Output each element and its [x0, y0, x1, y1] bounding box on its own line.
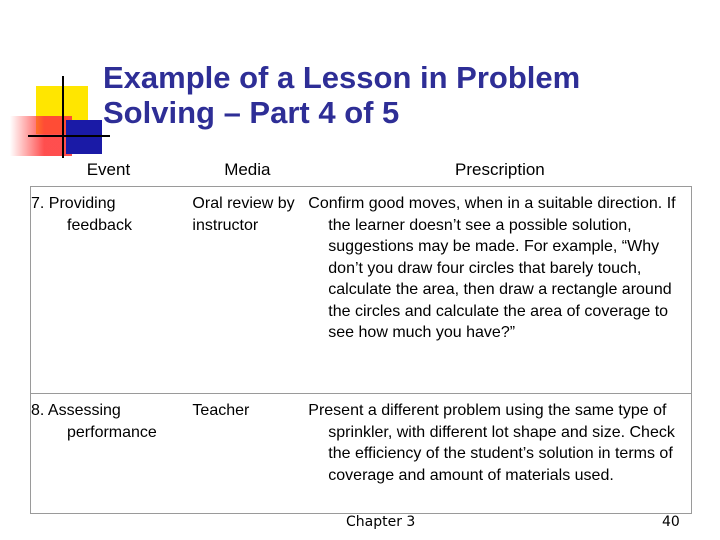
decorative-blue-block — [66, 120, 102, 154]
decorative-vertical-line — [62, 76, 64, 158]
media-cell: Oral review by instructor — [186, 187, 308, 394]
slide-title — [103, 60, 663, 130]
media-cell: Teacher — [186, 394, 308, 514]
lesson-table — [30, 154, 692, 514]
decorative-horizontal-line — [28, 135, 110, 137]
footer-chapter: Chapter 3 — [346, 514, 416, 530]
event-cell: 8. Assessing performance — [31, 394, 187, 514]
slide-title-line-2: Solving – Part 4 of 5 — [103, 95, 400, 130]
page-number: 40 — [662, 514, 680, 530]
header-prescription: Prescription — [308, 154, 691, 187]
event-cell: 7. Providing feedback — [31, 187, 187, 394]
header-event: Event — [31, 154, 187, 187]
table-row — [31, 394, 692, 514]
prescription-cell: Confirm good moves, when in a suitable direction. If the learner doesn’t see a possible solution, suggestions may be made. For example, “Why don’t you draw four circles that barely touch, calculate the area, then draw a rectangle around the circles and calculate the area of coverage to see how much you have?” — [308, 187, 691, 394]
slide-title-line-1: Example of a Lesson in Problem — [103, 60, 581, 95]
prescription-cell: Present a different problem using the same type of sprinkler, with different lot shape and size. Check the efficiency of the student’s solution in terms of coverage and amount of materials used. — [308, 394, 691, 514]
table-header-row — [31, 154, 692, 187]
header-media: Media — [186, 154, 308, 187]
table-row — [31, 187, 692, 394]
